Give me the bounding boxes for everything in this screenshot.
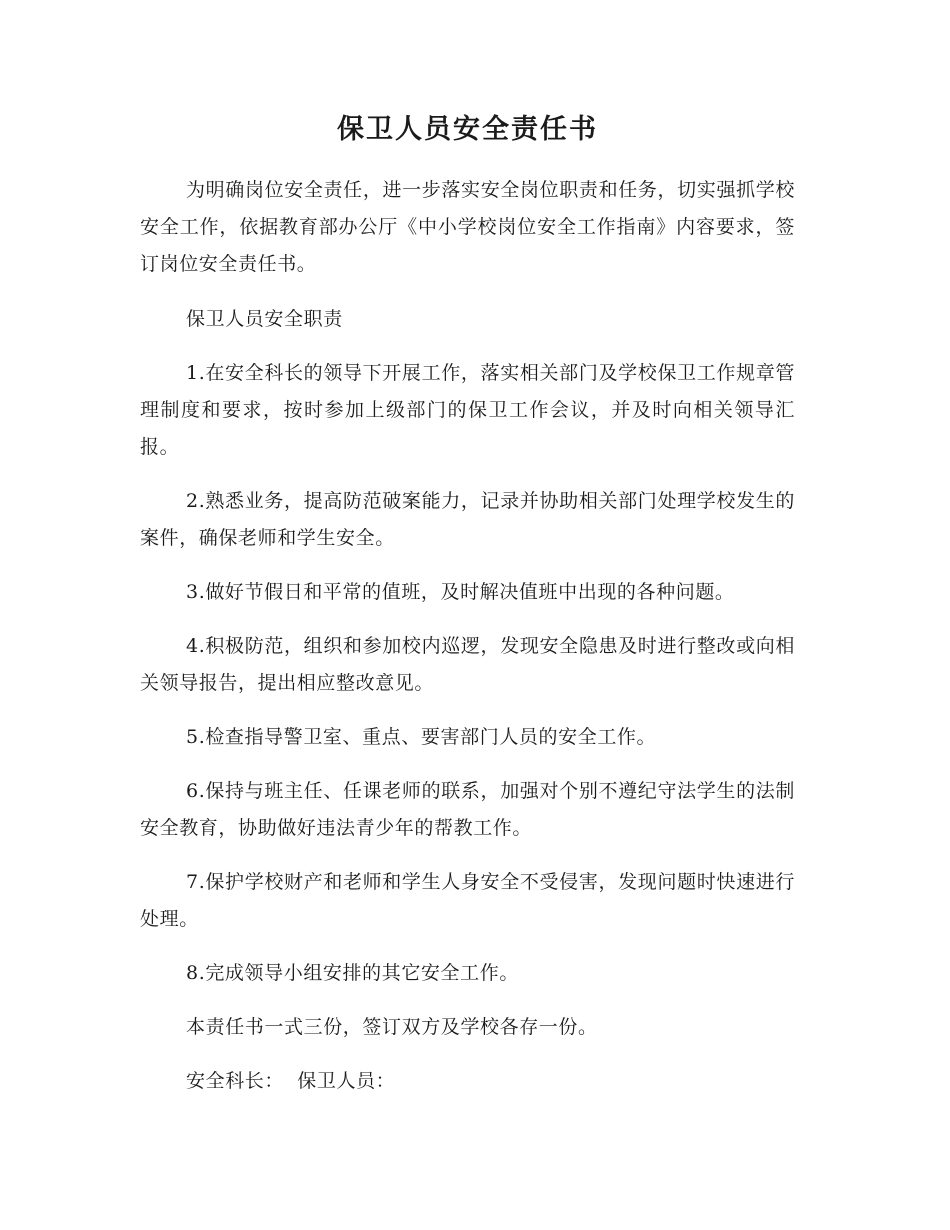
duty-item-3: 3.做好节假日和平常的值班，及时解决值班中出现的各种问题。 [186,581,735,603]
signature-line: 安全科长： 保卫人员： [186,1070,396,1092]
duty-item-8: 8.完成领导小组安排的其它安全工作。 [186,962,519,984]
duty-item-4: 4.积极防范，组织和参加校内巡逻，发现安全隐患及时进行整改或向相关领导报告，提出相应整改意见。 [140,635,795,694]
duty-item-6: 6.保持与班主任、任课老师的联系，加强对个别不遵纪守法学生的法制安全教育，协助做好违法青少年的帮教工作。 [140,780,795,839]
section-heading: 保卫人员安全职责 [186,308,343,330]
document-page [140,110,795,1100]
duty-item-7: 7.保护学校财产和老师和学生人身安全不受侵害，发现问题时快速进行处理。 [140,871,795,930]
document-title: 保卫人员安全责任书 [337,114,598,145]
duty-item-5: 5.检查指导警卫室、重点、要害部门人员的安全工作。 [186,726,657,748]
duty-item-2: 2.熟悉业务，提高防范破案能力，记录并协助相关部门处理学校发生的案件，确保老师和学生安全。 [140,490,795,549]
intro-paragraph: 为明确岗位安全责任，进一步落实安全岗位职责和任务，切实强抓学校安全工作，依据教育部办公厅《中小学校岗位安全工作指南》内容要求，签订岗位安全责任书。 [140,179,795,275]
duty-item-1: 1.在安全科长的领导下开展工作，落实相关部门及学校保卫工作规章管理制度和要求，按时参加上级部门的保卫工作会议，并及时向相关领导汇报。 [140,362,795,458]
closing-paragraph: 本责任书一式三份，签订双方及学校各存一份。 [186,1016,598,1038]
